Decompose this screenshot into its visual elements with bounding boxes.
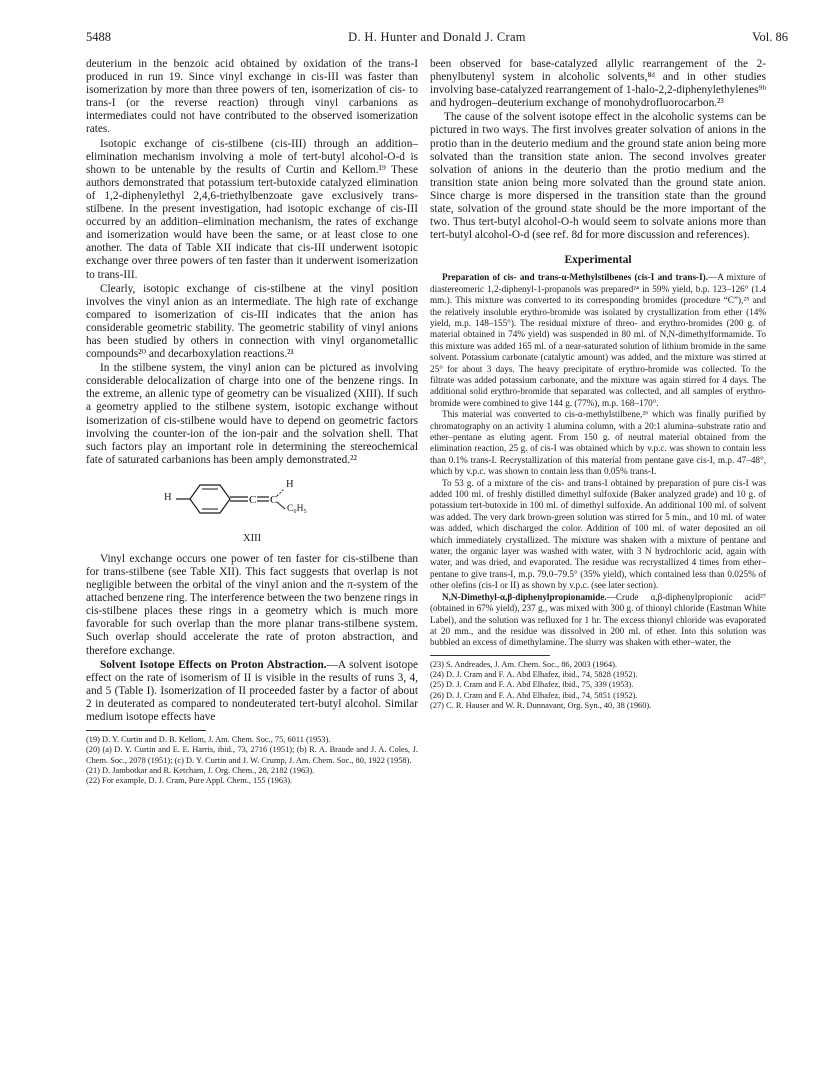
paragraph: To 53 g. of a mixture of the cis- and trans-I obtained by preparation of pure cis-I was added 100 ml. of freshly distilled dimethyl sulfoxide (Baker analyzed grade) and 10 g. of potassium tert-butoxide in 100 ml. of dimethyl sulfoxide. An additional 100 ml. of solvent was added. The very dark brown-green solution was stirred for 5 min., and 10 ml. of water was added, which discharged the color. Addition of 100 ml. of water deposited an oil which immediately crystallized. The mixture was shaken with a mixture of pentane and water, the organic layer was washed with water, with 3 N hydrochloric acid, again with water, and was dried, and evaporated. The residue was recrystallized 4 times from ether–pentane to give trans-I, m.p. 79.0–79.5° (35% yield), which contained less than 0.025% of other olefins (cis-I or II) as shown by v.p.c. (see later section). xyxy=(430,477,766,591)
footnote: (24) D. J. Cram and F. A. Abd Elhafez, ibid., 74, 5828 (1952). xyxy=(430,670,638,680)
footnote: (25) D. J. Cram and F. A. Abd Elhafez, ibid., 75, 339 (1953). xyxy=(430,680,634,690)
section-heading-solvent-isotope: Solvent Isotope Effects on Proton Abstraction. xyxy=(100,658,327,671)
paragraph: been observed for base-catalyzed allylic rearrangement of the 2-phenylbutenyl system in alcoholic solvents,⁸ᵈ and in other studies involving base-catalyzed rearrangement of 1-halo-2,2-diphenylethylenes⁹ᵇ and hydrogen–deuterium exchange of monohydrofluorocarbon.²³ xyxy=(430,58,766,110)
structure-label-xiii: XIII xyxy=(243,532,262,544)
structure-phenyl: C₆H₅ xyxy=(287,503,307,514)
footnote: (22) For example, D. J. Cram, Pure Appl. Chem., 155 (1963). xyxy=(86,776,293,786)
structure-h-left: H xyxy=(164,491,172,503)
allene-structure-drawing xyxy=(168,477,338,533)
paragraph: Isotopic exchange of cis-stilbene (cis-III) through an addition–elimination mechanism involving a mole of tert-butyl alcohol-O-d is shown to be untenable by the results of Curtin and Kellom.¹⁹ These authors demonstrated that potassium tert-butoxide catalyzed elimination of 1,2-diphenylethyl 2,4,6-triethylbenzoate gave exclusively trans-stilbene. In the present investigation, had isotopic exchange of cis-III occurred by an addition–elimination mechanism, the rates of exchange and isomerization would have been the same, or at least close to one another. The data of Table XII indicate that cis-III underwent isotopic exchange over three powers of ten faster than it underwent isomerization to trans-III. xyxy=(86,137,418,281)
paragraph: The cause of the solvent isotope effect in the alcoholic systems can be pictured in two ways. The first involves greater solvation of anions in the protio than in the deuterio medium and the ground state anion being more solvated than the transition state anion. The second involves greater solvation of anions in the deuterio than the protio medium and the transition state anion being more solvated than the ground state anion. Since charge is more dispersed in the transition state than the ground state, solvation of the ground state should be the more important of the two. Thus tert-butyl alcohol-O-h would seem to solvate anions more than tert-butyl alcohol-O-d (see ref. 8d for more discussion and references). xyxy=(430,111,766,242)
svg-text:C: C xyxy=(249,493,257,506)
paragraph: In the stilbene system, the vinyl anion can be pictured as involving considerable delocalization of charge into one of the benzene rings. In the extreme, an allenic type of geometry can be visualized (XIII). If such a geometry applied to the stilbene system, isotopic exchange without isomerization of cis-stilbene would have to depend on geometric factors involving the counter-ion of the ion-pair and the solvation shell. That such factors play an important role in determining the stereochemical fate of saturated carbanions has been amply demonstrated.²² xyxy=(86,362,418,466)
volume-number: Vol. 86 xyxy=(752,30,788,44)
running-header xyxy=(86,30,788,48)
structure-h-right: H xyxy=(286,478,294,490)
running-head-authors: D. H. Hunter and Donald J. Cram xyxy=(348,30,526,44)
paragraph: Clearly, isotopic exchange of cis-stilbene at the vinyl position involves the vinyl anion as an intermediate. The high rate of exchange compared to isomerization of cis-III indicates that the anion has considerable geometric stability. The geometric stability of vinyl anions has been studied by others in connection with vinyl organometallic compounds²⁰ and decarboxylation reactions.²¹ xyxy=(86,282,418,361)
footnote: (20) (a) D. Y. Curtin and E. E. Harris, ibid., 73, 2716 (1951); (b) R. A. Braude and J. A. Coles, J. Chem. Soc., 2078 (1951); (c) D. Y. Curtin and J. W. Crump, J. Am. Chem. Soc., 80, 1922 (1958). xyxy=(86,745,418,765)
left-column xyxy=(86,58,418,787)
footnote: (21) D. Jambotkar and R. Ketcham, J. Org. Chem., 28, 2182 (1963). xyxy=(86,766,315,776)
footnote-rule xyxy=(86,730,206,731)
experimental-heading: Experimental xyxy=(564,254,632,267)
footnote: (27) C. R. Hauser and W. R. Dunnavant, Org. Syn., 40, 38 (1960). xyxy=(430,700,652,710)
footnote: (19) D. Y. Curtin and D. B. Kellom, J. Am. Chem. Soc., 75, 6011 (1953). xyxy=(86,735,331,745)
section-heading-preparation: Preparation of cis- and trans-α-Methylstilbenes (cis-I and trans-I). xyxy=(442,272,709,283)
footnote-rule xyxy=(430,655,550,656)
paragraph-text: —A solvent isotope effect on the rate of isomerism of II is visible in the results of runs 3, 4, and 5 (Table I). Isomerization of II proceeded faster by a factor of about 2 in deuterated as compared to nondeuterated tert-butyl alcohol. Similar medium isotope effects have xyxy=(86,658,418,724)
right-column xyxy=(430,58,766,711)
paragraph: This material was converted to cis-α-methylstilbene,²⁶ which was finally purified by chromatography on an activity 1 alumina column, with a 20:1 alumina–substrate ratio and ether–pentane as eluting agent. From 150 g. of neutral material obtained from the elimination reaction, 25 g. of cis-I was obtained which by v.p.c. was shown to contain less than 0.1% trans-I. Recrystallization of this material from pentane gave cis-I, m.p. 47–48°, which by v.p.c. was shown to contain less than 0.05% trans-I. xyxy=(430,409,766,477)
paragraph-text: —A mixture of diastereomeric 1,2-diphenyl-1-propanols was prepared²⁴ in 59% yield, b.p. 123–126° (1.4 mm.). This mixture was converted to its corresponding bromides (procedure “C”),²⁵ and the relatively insoluble erythro-bromide was isolated by crystallization from ether (14% yield, m.p. 148–155°). The residual mixture of threo- and erythro-bromides (200 g. of material obtained in 74% yield) was suspended in 80 ml. of N,N-dimethylformamide. To this mixture was added 165 ml. of a near-saturated solution of lithium bromide in the same solvent. Potassium carbonate (catalytic amount) was added, and the mixture was stirred at 25° for about 3 days. The heavy precipitate of erythro-bromide was collected. To the filtrate was added potassium carbonate, and the mixture was again stirred for 4 days. The additional solid erythro-bromide that separated was collected, and all samples of erythro-bromide were combined to give 144 g. (77%), m.p. 168–170°. xyxy=(430,272,766,408)
structure-xiii xyxy=(86,475,418,547)
svg-text:C: C xyxy=(270,493,278,506)
section-heading-amide: N,N-Dimethyl-α,β-diphenylpropionamide. xyxy=(442,591,607,602)
paragraph-text: —Crude α,β-diphenylpropionic acid²⁷ (obtained in 67% yield), 237 g., was mixed with 300 g. of thionyl chloride (Eastman White Label), and the solution was refluxed for 1 hr. The excess thionyl chloride was evaporated at 20 mm., and the residue was dissolved in 200 ml. of ether. Into this solution was bubbled an excess of dimethylamine. The slurry was shaken with ether–water, the xyxy=(430,591,766,648)
paragraph: Vinyl exchange occurs one power of ten faster for cis-stilbene than for trans-stilbene (see Table XII). This fact suggests that overlap is not negligible between the orbital of the vinyl anion and the π-system of the attached benzene ring. The interference between the two benzene rings in cis-stilbene places these rings in a geometry which is much more favorable for such overlap than the more planar trans-stilbene system. Such overlap should accelerate the rate of proton abstraction, and therefore exchange. xyxy=(86,552,418,657)
paragraph: deuterium in the benzoic acid obtained by oxidation of the trans-I produced in run 19. Since vinyl exchange in cis-III was faster than isomerization by more than three powers of ten, isomerization of cis- to trans-I (or the reverse reaction) through vinyl carbanions as intermediates could not have contributed to the observed isomerization rates. xyxy=(86,58,418,136)
footnote: (23) S. Andreades, J. Am. Chem. Soc., 86, 2003 (1964). xyxy=(430,659,618,669)
page-number: 5488 xyxy=(86,30,111,44)
footnote: (26) D. J. Cram and F. A. Abd Elhafez, ibid., 74, 5851 (1952). xyxy=(430,690,638,700)
